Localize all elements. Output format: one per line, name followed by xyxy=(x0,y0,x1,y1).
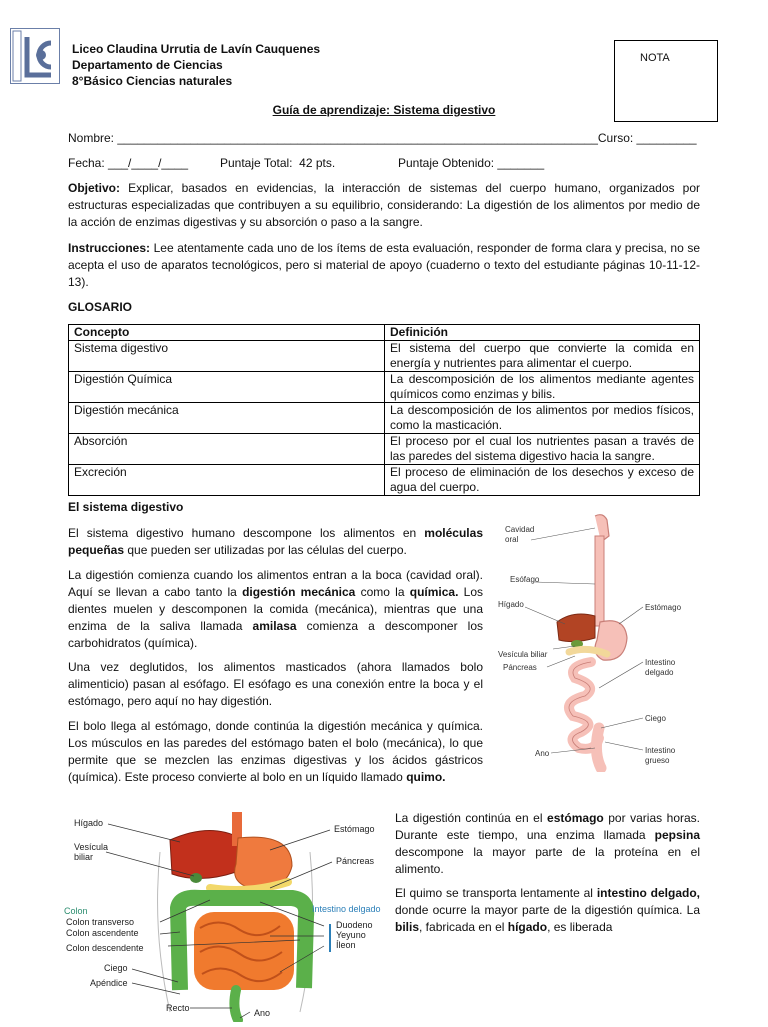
digestive-system-figure-2 xyxy=(60,812,390,1022)
objective-label: Objetivo: xyxy=(68,181,121,195)
column-header-definition: Definición xyxy=(385,325,700,341)
label-text: Vesícula xyxy=(74,842,109,852)
bold-term: amilasa xyxy=(252,619,297,633)
label-anus: Ano xyxy=(254,1008,271,1018)
grade-label: NOTA xyxy=(640,52,670,64)
paragraph-2 xyxy=(68,567,483,652)
label-gallbladder: Vesícula biliar xyxy=(498,650,548,659)
label-oral-cavity xyxy=(505,525,534,545)
instructions-paragraph xyxy=(68,240,700,291)
table-row xyxy=(69,434,700,465)
text-span: El sistema digestivo humano descompone los alimentos en xyxy=(68,526,425,540)
text-span: descompone la mayor parte de la proteína en el alimento. xyxy=(395,845,700,876)
label-pancreas: Páncreas xyxy=(503,663,537,672)
table-row xyxy=(69,465,700,496)
bold-term: pepsina xyxy=(654,828,700,842)
label-rectum: Recto xyxy=(166,1003,190,1013)
school-logo xyxy=(10,28,60,84)
text-span: como la xyxy=(355,585,410,599)
label-descending-colon: Colon descendente xyxy=(66,943,144,953)
obtained-score-field: Puntaje Obtenido: _______ xyxy=(398,156,545,170)
glossary-table xyxy=(68,324,700,496)
paragraph-5 xyxy=(395,810,700,878)
label-duodenum: Duodeno xyxy=(336,920,373,930)
label-text: Intestino xyxy=(645,658,676,667)
concept-cell: Excreción xyxy=(69,465,385,496)
label-small-intestine: Intestino delgado xyxy=(312,904,381,914)
document-title: Guía de aprendizaje: Sistema digestivo xyxy=(272,103,496,117)
table-row xyxy=(69,341,700,372)
digestive-system-figure-1 xyxy=(495,512,705,772)
label-anus: Ano xyxy=(535,749,550,758)
bold-term: química. xyxy=(409,585,459,599)
bold-term: quimo. xyxy=(406,770,446,784)
text-span: Los dientes muelen y descomponen la comida (mecánica), mientras que una enzima de la saliva llamada xyxy=(68,585,484,633)
paragraph-3: Una vez deglutidos, los alimentos masticados (ahora llamados bolo alimenticio) pasan al esófago. El esófago es una conexión entre la boca y el estómago, pero aquí no hay digestión. xyxy=(68,660,483,708)
label-colon: Colon xyxy=(64,906,88,916)
paragraph-4 xyxy=(68,718,483,786)
concept-cell: Sistema digestivo xyxy=(69,341,385,372)
label-text: delgado xyxy=(645,668,674,677)
bold-term: intestino delgado, xyxy=(596,886,701,900)
concept-cell: Digestión Química xyxy=(69,372,385,403)
label-text: biliar xyxy=(74,852,94,862)
table-row xyxy=(69,403,700,434)
course-name: 8°Básico Ciencias naturales xyxy=(72,74,233,88)
label-cecum: Ciego xyxy=(645,714,666,723)
bold-term: estómago xyxy=(547,811,604,825)
bold-term: bilis xyxy=(395,920,420,934)
definition-cell: El sistema del cuerpo que convierte la comida en energía y nutrientes para alimentar el cuerpo. xyxy=(385,341,700,372)
concept-cell: Digestión mecánica xyxy=(69,403,385,434)
bold-term: hígado xyxy=(507,920,548,934)
total-score: Puntaje Total: 42 pts. xyxy=(220,156,336,170)
definition-cell: La descomposición de los alimentos mediante agentes químicos como enzimas y bilis. xyxy=(385,372,700,403)
label-esophagus: Esófago xyxy=(510,575,540,584)
text-span: comienza a descomponer los carbohidratos (química). xyxy=(68,619,483,650)
instructions-label: Instrucciones: xyxy=(68,241,151,255)
table-header-row xyxy=(69,325,700,341)
section-heading: El sistema digestivo xyxy=(68,500,184,514)
label-liver: Hígado xyxy=(74,818,104,828)
definition-cell: El proceso de eliminación de los desechos y exceso de agua del cuerpo. xyxy=(385,465,700,496)
glossary-heading: GLOSARIO xyxy=(68,300,133,314)
label-transverse-colon: Colon transverso xyxy=(66,917,135,927)
label-stomach: Estómago xyxy=(334,824,375,834)
label-jejunum: Yeyuno xyxy=(336,930,366,940)
column-header-concept: Concepto xyxy=(69,325,385,341)
label-gallbladder xyxy=(74,842,108,862)
concept-cell: Absorción xyxy=(69,434,385,465)
text-span: donde ocurre la mayor parte de la digestión química. La xyxy=(395,903,700,917)
bold-term: moléculas pequeñas xyxy=(68,526,483,557)
label-small-intestine xyxy=(645,658,675,678)
label-ileum: Íleon xyxy=(336,940,356,950)
label-text: oral xyxy=(505,535,519,544)
table-row xyxy=(69,372,700,403)
label-ascending-colon: Colon ascendente xyxy=(66,928,139,938)
text-span: El quimo se transporta lentamente al xyxy=(395,886,597,900)
objective-text: Explicar, basados en evidencias, la interacción de sistemas del cuerpo humano, organizados por estructuras especializadas que contribuyen a su equilibrio, considerando: La digestión de los alimentos por medio de la acción de enzimas digestivas y su absorción o paso a la sangre. xyxy=(68,181,700,229)
text-span: , es liberada xyxy=(547,920,613,934)
definition-cell: El proceso por el cual los nutrientes pasan a través de las paredes del sistema digestivo hacia la sangre. xyxy=(385,434,700,465)
school-name: Liceo Claudina Urrutia de Lavín Cauquenes xyxy=(72,42,321,56)
school-info xyxy=(72,41,320,89)
instructions-text: Lee atentamente cada uno de los ítems de esta evaluación, responder de forma clara y precisa, no se acepta el uso de aparatos tecnológicos, pero si material de apoyo (cuaderno o texto del estudiante páginas 10-11-12-13). xyxy=(68,241,700,289)
department-name: Departamento de Ciencias xyxy=(72,58,223,72)
label-large-intestine xyxy=(645,746,675,766)
text-span: La digestión comienza cuando los alimentos entran a la boca (cavidad oral). Aquí se llevan a cabo tanto la xyxy=(68,568,483,599)
paragraph-1 xyxy=(68,525,483,559)
name-field: Nombre: ________________________________________________________________________Curso: _________ xyxy=(68,131,697,145)
objective-paragraph xyxy=(68,180,700,231)
text-span: El bolo llega al estómago, donde continúa la digestión mecánica y química. Los músculos en las paredes del estómago baten el bolo (mecánica), lo que permite que se mezclen las enzimas digestivas y los ácidos gástricos (química). Este proceso convierte al bolo en un líquido llamado xyxy=(68,719,483,784)
label-liver: Hígado xyxy=(498,600,524,609)
label-text: Cavidad xyxy=(505,525,535,534)
label-cecum: Ciego xyxy=(104,963,128,973)
label-text: grueso xyxy=(645,756,670,765)
definition-cell: La descomposición de los alimentos por medios físicos, como la masticación. xyxy=(385,403,700,434)
digestive-tract-illustration xyxy=(495,512,705,772)
date-field: Fecha: ___/____/____ xyxy=(68,156,189,170)
text-span: , fabricada en el xyxy=(419,920,508,934)
label-appendix: Apéndice xyxy=(90,978,128,988)
text-span: que pueden ser utilizadas por las células del cuerpo. xyxy=(124,543,407,557)
bold-term: digestión mecánica xyxy=(242,585,356,599)
label-stomach: Estómago xyxy=(645,603,682,612)
text-span: por varias horas. Durante este tiempo, una enzima llamada xyxy=(395,811,700,842)
label-pancreas: Páncreas xyxy=(336,856,375,866)
label-text: Intestino xyxy=(645,746,676,755)
text-span: La digestión continúa en el xyxy=(395,811,548,825)
paragraph-6 xyxy=(395,885,700,936)
